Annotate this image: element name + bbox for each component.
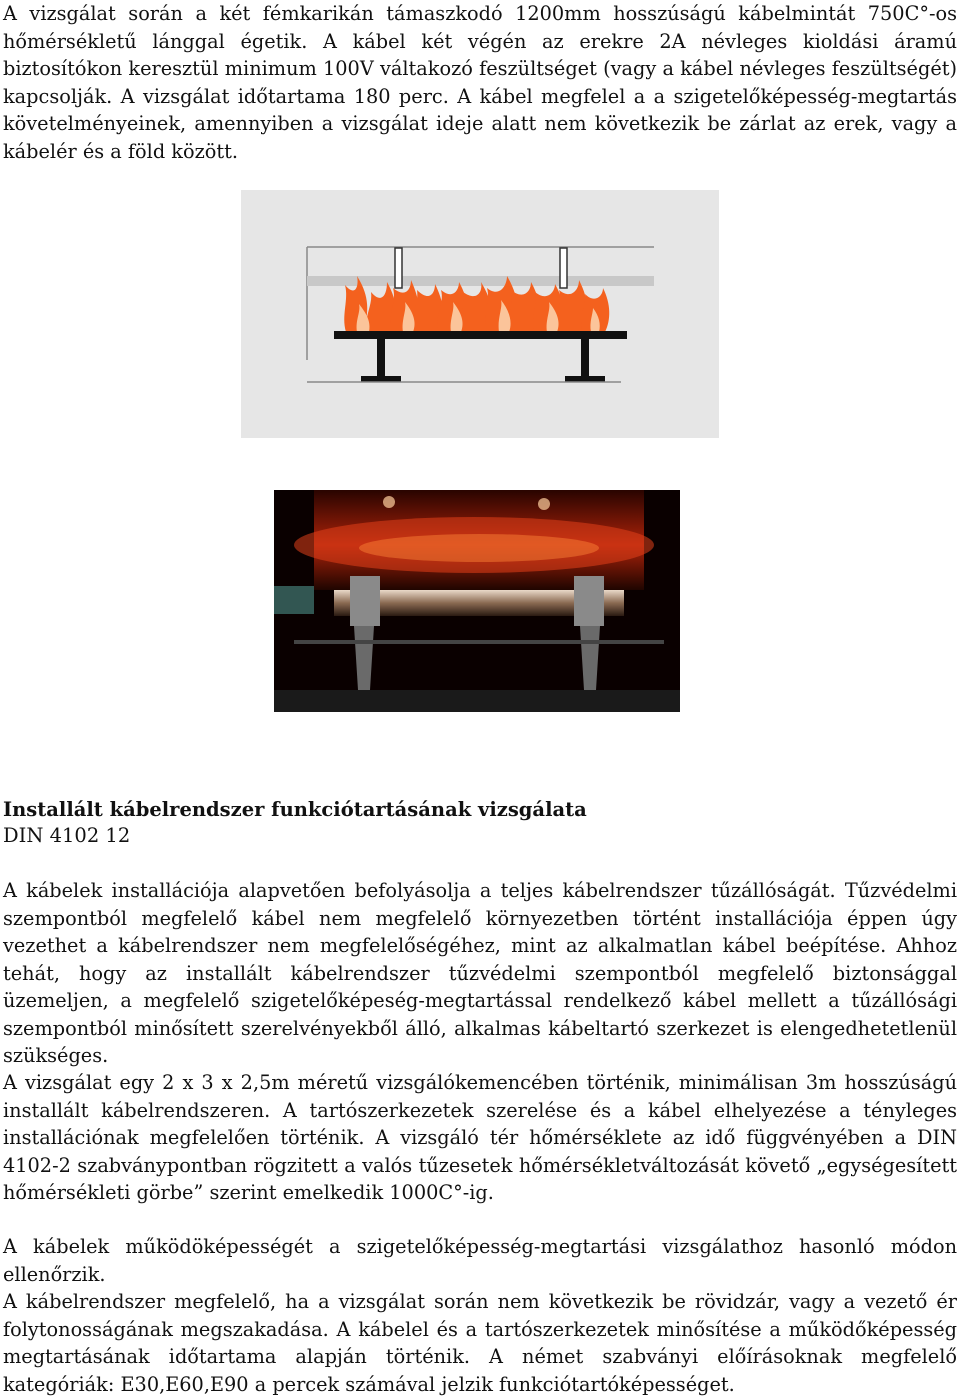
clamp-left <box>350 576 380 626</box>
classification-paragraph: A kábelrendszer megfelelő, ha a vizsgálat során nem következik be rövidzár, vagy a vezető ér folytonosságának megszakadása. A kábelel és a tartószerkezetek minősítése a működőképesség megtartásának időtartama alapján történik. A német szabványi előírásoknak megfelelő kategóriák: E30,E60,E90 a percek számával jelzik funkciótartóképességet. <box>3 1290 957 1396</box>
fire-test-diagram <box>241 190 719 438</box>
clamp-right <box>574 576 604 626</box>
support-ring-right <box>560 248 567 288</box>
stand-leg-right <box>581 339 589 379</box>
section-standard: DIN 4102 12 <box>3 824 131 847</box>
burner-tray <box>334 331 627 339</box>
section-title: Installált kábelrendszer funkciótartásának vizsgálata <box>3 798 587 821</box>
fire-test-photo <box>274 490 680 712</box>
stand-leg-left <box>377 339 385 379</box>
functionality-check-paragraph: A kábelek működöképességét a szigetelőképesség-megtartási vizsgálathoz hasonló módon ellenőrzik. <box>3 1235 957 1286</box>
installation-paragraph: A kábelek installációja alapvetően befolyásolja a teljes kábelrendszer tűzállóságát. Tűzvédelmi szempontból megfelelő kábel nem megfelelő környezetben történt installációja éppen úgy vezethet a kábelrendszer nem megfelelőségéhez, mint az alkalmatlan kábel beépítése. Ahhoz tehát, hogy az installált kábelrendszer tűzvédelmi szempontból megfelelő biztonsággal üzemeljen, a megfelelő szigetelőképeség-megtartással rendelkező kábel mellett a tűzállósági szempontból minősített szerelvényekből álló, alkalmas kábeltartó szerkezet is elengedhetetlenül szükséges. <box>3 879 957 1067</box>
intro-paragraph: A vizsgálat során a két fémkarikán támaszkodó 1200mm hosszúságú kábelmintát 750C°-os hőmérsékletű lánggal égetik. A kábel két végén az erekre 2A névleges kioldási áramú biztosítókon keresztül minimum 100V váltakozó feszültséget (vagy a kábel névleges feszültségét) kapcsolják. A vizsgálat időtartama 180 perc. A kábel megfelel a a szigetelőképesség-megtartás követelményeinek, amennyiben a vizsgálat ideje alatt nem következik be zárlat az erek, vagy a kábelér és a föld között. <box>3 2 957 163</box>
test-procedure-paragraph: A vizsgálat egy 2 x 3 x 2,5m méretű vizsgálókemencében történik, minimálisan 3m hosszúságú installált kábelrendszeren. A tartószerkezetek szerelése és a kábel elhelyezése a tényleges installációnak megfelelően történik. A vizsgáló tér hőmérséklete az idő függvényében a DIN 4102-2 szabványpontban rögzitett a valós tűzesetek hőmérsékletváltozását követő „egységesített hőmérsékleti görbe” szerint emelkedik 1000C°-ig. <box>3 1071 957 1204</box>
support-ring-left <box>395 248 402 288</box>
